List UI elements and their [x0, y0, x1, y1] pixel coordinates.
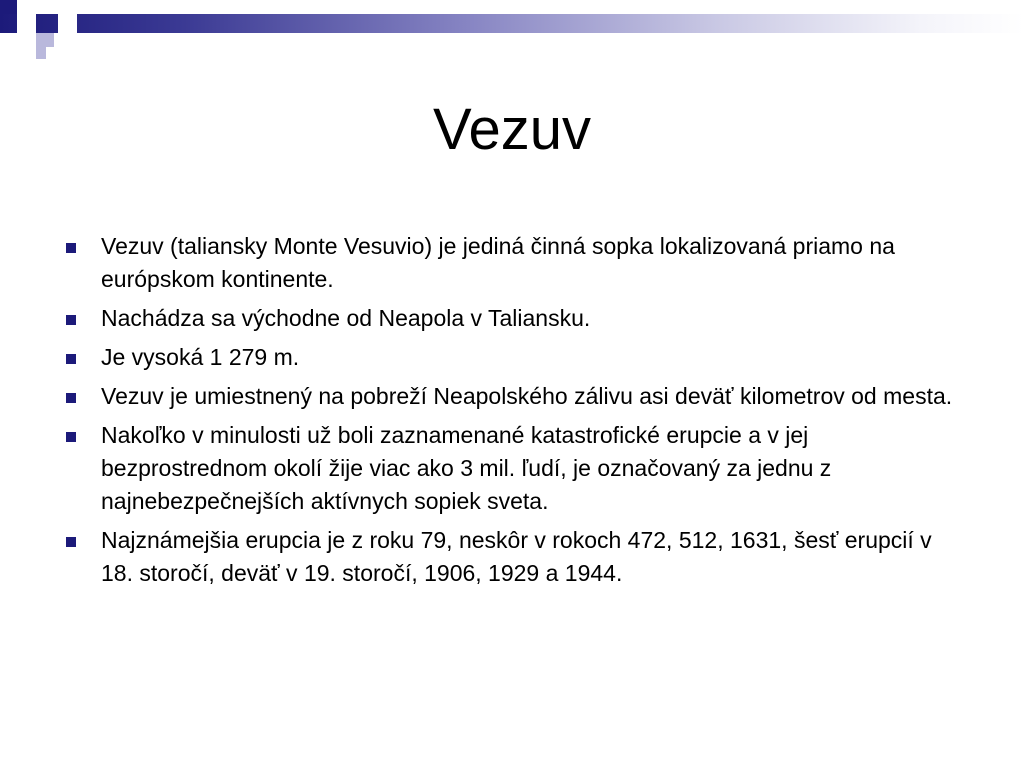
bullet-item — [64, 302, 964, 335]
bullet-item — [64, 341, 964, 374]
bullet-item — [64, 230, 964, 296]
bullet-list — [64, 230, 964, 596]
header-decor-square — [46, 47, 54, 59]
bullet-text: Vezuv je umiestnený na pobreží Neapolského zálivu asi deväť kilometrov od mesta. — [101, 383, 953, 409]
bullet-text: Je vysoká 1 279 m. — [101, 344, 300, 370]
square-bullet-icon — [66, 432, 76, 442]
header-decor-square — [36, 33, 54, 47]
header-decor-square — [0, 0, 17, 14]
bullet-item — [64, 419, 964, 518]
bullet-text: Nachádza sa východne od Neapola v Taliansku. — [101, 305, 591, 331]
square-bullet-icon — [66, 243, 76, 253]
bullet-text: Najznámejšia erupcia je z roku 79, neskôr v rokoch 472, 512, 1631, šesť erupcií v 18. storočí, deväť v 19. storočí, 1906, 1929 a 1944. — [101, 527, 932, 586]
header-gradient-band — [0, 14, 1024, 33]
square-bullet-icon — [66, 537, 76, 547]
header-decor-square — [17, 33, 36, 47]
header-decor-square — [36, 47, 46, 59]
header-decor-square — [0, 33, 17, 47]
square-bullet-icon — [66, 354, 76, 364]
header-decor-square — [36, 0, 54, 14]
slide-title: Vezuv — [433, 97, 591, 162]
bullet-item — [64, 380, 964, 413]
bullet-text: Nakoľko v minulosti už boli zaznamenané katastrofické erupcie a v jej bezprostrednom okolí žije viac ako 3 mil. ľudí, je označovaný za jednu z najnebezpečnejších aktívnych sopiek sveta. — [101, 422, 832, 514]
header-decor-square — [58, 14, 77, 33]
bullet-text: Vezuv (taliansky Monte Vesuvio) je jediná činná sopka lokalizovaná priamo na európskom kontinente. — [101, 233, 895, 292]
square-bullet-icon — [66, 393, 76, 403]
header-decor-square — [17, 14, 36, 33]
bullet-item — [64, 524, 964, 590]
square-bullet-icon — [66, 315, 76, 325]
